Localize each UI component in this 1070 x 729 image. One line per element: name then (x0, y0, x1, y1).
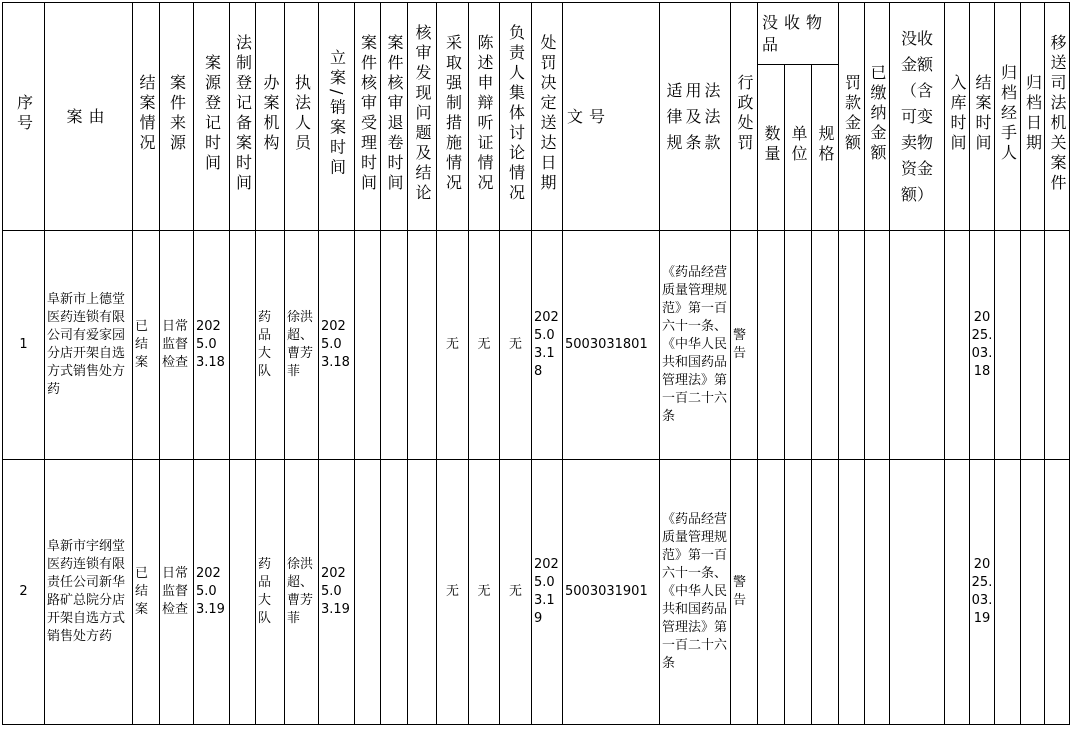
col-header-handling-agency: 办案机构 (256, 3, 285, 231)
cell-fine-amount (839, 460, 865, 725)
cell-spec (812, 231, 839, 460)
cell-seq: 2 (3, 460, 45, 725)
col-header-seq: 序号 (3, 3, 45, 231)
col-header-review-return-time: 案件核审退卷时间 (381, 3, 408, 231)
col-header-archivist: 归档经手人 (995, 3, 1021, 231)
cell-applicable-law: 《药品经营质量管理规范》第一百六十一条、《中华人民共和国药品管理法》第一百二十六条 (660, 460, 731, 725)
cell-paid-amount (865, 460, 890, 725)
col-header-confiscated-amount: 没收金额（含可变卖物资金额） (890, 3, 945, 231)
col-header-doc-no: 文号 (563, 3, 660, 231)
cell-coercive-measures: 无 (437, 231, 469, 460)
col-header-archive-date: 归档日期 (1021, 3, 1045, 231)
col-header-collective-discussion: 负责人集体讨论情况 (500, 3, 532, 231)
cell-collective-discussion: 无 (500, 460, 532, 725)
col-header-closing-time: 结案时间 (970, 3, 995, 231)
cell-filing-time: 2025.03.19 (319, 460, 355, 725)
col-header-coercive-measures: 采取强制措施情况 (437, 3, 469, 231)
cell-quantity (758, 231, 785, 460)
cell-hearing: 无 (469, 231, 500, 460)
cell-closing-time: 2025.03.18 (970, 231, 995, 460)
cell-source-reg-time: 2025.03.18 (194, 231, 230, 460)
cell-handling-agency: 药品大队 (256, 460, 285, 725)
cell-doc-no: 5003031801 (563, 231, 660, 460)
cell-coercive-measures: 无 (437, 460, 469, 725)
cell-admin-penalty: 警告 (731, 231, 758, 460)
cell-confiscated-amount (890, 460, 945, 725)
cell-filing-time: 2025.03.18 (319, 231, 355, 460)
cell-archivist (995, 460, 1021, 725)
cell-review-issues (408, 231, 437, 460)
table-row (3, 460, 1070, 725)
cell-cause: 阜新市上德堂医药连锁有限公司有爱家园分店开架自选方式销售处方药 (45, 231, 133, 460)
cell-review-return-time (381, 231, 408, 460)
col-header-case-source: 案件来源 (160, 3, 194, 231)
cell-decision-delivery-date: 2025.03.18 (532, 231, 563, 460)
cell-review-accept-time (355, 460, 381, 725)
cell-review-issues (408, 460, 437, 725)
col-header-source-reg-time: 案源登记时间 (194, 3, 230, 231)
col-header-quantity: 数量 (758, 65, 785, 231)
cell-paid-amount (865, 231, 890, 460)
cell-doc-no: 5003031901 (563, 460, 660, 725)
cell-review-accept-time (355, 231, 381, 460)
cell-cause: 阜新市宇纲堂医药连锁有限责任公司新华路矿总院分店开架自选方式销售处方药 (45, 460, 133, 725)
col-header-fine-amount: 罚款金额 (839, 3, 865, 231)
cell-spec (812, 460, 839, 725)
col-header-filing-time: 立案/销案时间 (319, 3, 355, 231)
col-header-review-accept-time: 案件核审受理时间 (355, 3, 381, 231)
cell-transfer-judicial (1045, 231, 1070, 460)
cell-decision-delivery-date: 2025.03.19 (532, 460, 563, 725)
col-header-spec: 规格 (812, 65, 839, 231)
case-table-container (2, 2, 1070, 725)
cell-closing-status: 已结案 (133, 460, 160, 725)
cell-storage-time (945, 460, 970, 725)
cell-legal-record-time (230, 231, 256, 460)
cell-unit (785, 231, 812, 460)
col-header-hearing: 陈述申辩听证情况 (469, 3, 500, 231)
header-row-top (3, 3, 1070, 65)
cell-transfer-judicial (1045, 460, 1070, 725)
col-header-review-issues: 核审发现问题及结论 (408, 3, 437, 231)
case-ledger-table (2, 2, 1070, 725)
cell-source-reg-time: 2025.03.19 (194, 460, 230, 725)
cell-review-return-time (381, 460, 408, 725)
cell-handling-agency: 药品大队 (256, 231, 285, 460)
cell-closing-status: 已结案 (133, 231, 160, 460)
table-row (3, 231, 1070, 460)
cell-legal-record-time (230, 460, 256, 725)
cell-archivist (995, 231, 1021, 460)
cell-storage-time (945, 231, 970, 460)
col-header-legal-record-time: 法制登记备案时间 (230, 3, 256, 231)
cell-archive-date (1021, 231, 1045, 460)
cell-archive-date (1021, 460, 1045, 725)
cell-admin-penalty: 警告 (731, 460, 758, 725)
cell-closing-time: 2025.03.19 (970, 460, 995, 725)
col-header-storage-time: 入库时间 (945, 3, 970, 231)
cell-confiscated-amount (890, 231, 945, 460)
cell-law-officers: 徐洪超、曹芳菲 (285, 231, 319, 460)
col-header-applicable-law: 适用法律及法规条款 (660, 3, 731, 231)
cell-case-source: 日常监督检查 (160, 231, 194, 460)
cell-law-officers: 徐洪超、曹芳菲 (285, 460, 319, 725)
col-header-admin-penalty: 行政处罚 (731, 3, 758, 231)
cell-fine-amount (839, 231, 865, 460)
col-header-paid-amount: 已缴纳金额 (865, 3, 890, 231)
col-header-closing-status: 结案情况 (133, 3, 160, 231)
cell-unit (785, 460, 812, 725)
cell-hearing: 无 (469, 460, 500, 725)
cell-case-source: 日常监督检查 (160, 460, 194, 725)
col-header-law-officers: 执法人员 (285, 3, 319, 231)
cell-seq: 1 (3, 231, 45, 460)
cell-quantity (758, 460, 785, 725)
cell-applicable-law: 《药品经营质量管理规范》第一百六十一条、《中华人民共和国药品管理法》第一百二十六条 (660, 231, 731, 460)
cell-collective-discussion: 无 (500, 231, 532, 460)
col-header-confiscated-goods: 没收物品 (758, 3, 839, 65)
col-header-cause: 案由 (45, 3, 133, 231)
col-header-transfer-judicial: 移送司法机关案件 (1045, 3, 1070, 231)
col-header-decision-delivery-date: 处罚决定送达日期 (532, 3, 563, 231)
col-header-unit: 单位 (785, 65, 812, 231)
